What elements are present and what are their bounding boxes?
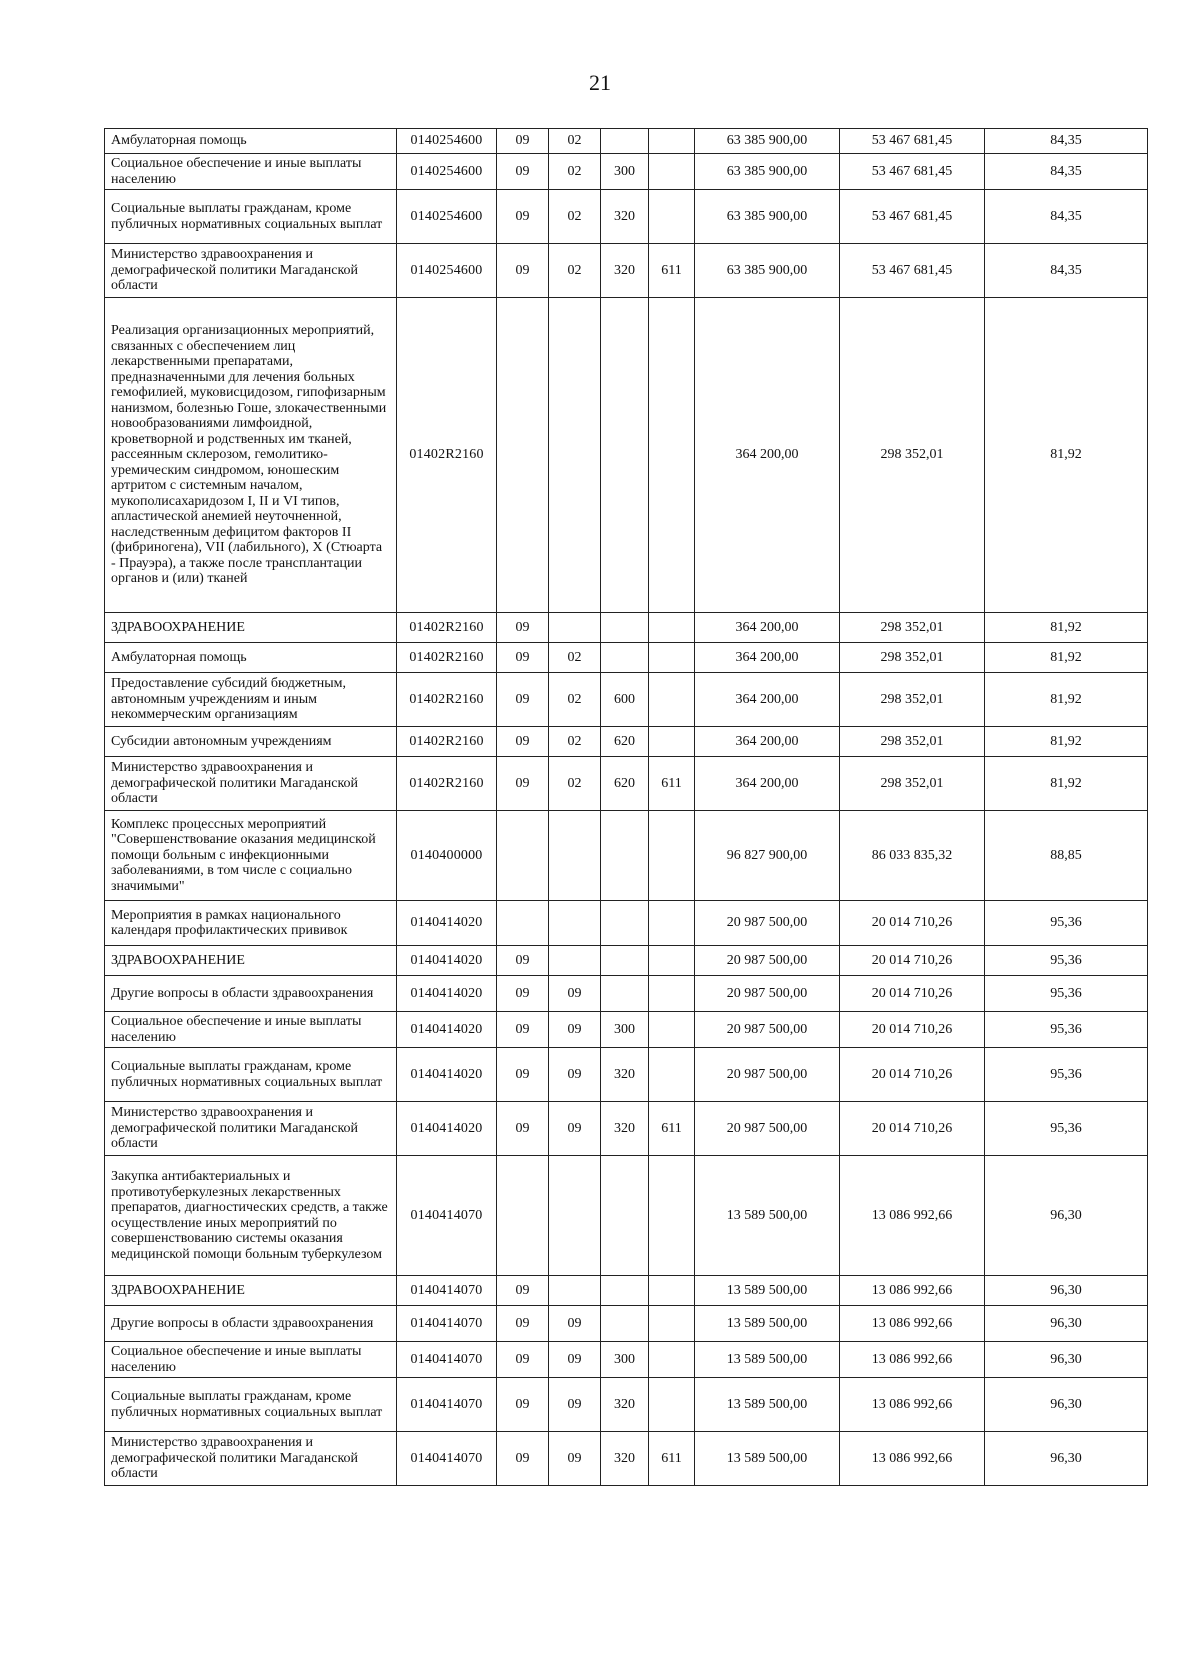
cell-subsection: 02 <box>549 673 601 727</box>
cell-name: Социальные выплаты гражданам, кроме публичных нормативных социальных выплат <box>105 190 397 244</box>
cell-planned: 20 987 500,00 <box>695 946 840 976</box>
cell-planned: 13 589 500,00 <box>695 1276 840 1306</box>
cell-planned: 13 589 500,00 <box>695 1342 840 1378</box>
cell-administrator <box>649 1306 695 1342</box>
cell-planned: 63 385 900,00 <box>695 190 840 244</box>
table-row <box>105 1012 1148 1048</box>
cell-planned: 364 200,00 <box>695 727 840 757</box>
cell-target-article: 0140414020 <box>397 1012 497 1048</box>
cell-target-article: 0140400000 <box>397 811 497 901</box>
cell-section <box>497 811 549 901</box>
cell-section <box>497 1156 549 1276</box>
cell-planned: 96 827 900,00 <box>695 811 840 901</box>
cell-actual: 20 014 710,26 <box>840 1102 985 1156</box>
cell-expense-type <box>601 298 649 613</box>
cell-administrator <box>649 129 695 154</box>
cell-administrator <box>649 613 695 643</box>
cell-name: ЗДРАВООХРАНЕНИЕ <box>105 946 397 976</box>
cell-name: Социальные выплаты гражданам, кроме публичных нормативных социальных выплат <box>105 1378 397 1432</box>
cell-planned: 63 385 900,00 <box>695 129 840 154</box>
cell-actual: 298 352,01 <box>840 613 985 643</box>
table-row <box>105 1102 1148 1156</box>
cell-subsection <box>549 946 601 976</box>
cell-percent: 84,35 <box>985 129 1148 154</box>
table-row <box>105 757 1148 811</box>
table-row <box>105 613 1148 643</box>
cell-target-article: 01402R2160 <box>397 643 497 673</box>
cell-section: 09 <box>497 673 549 727</box>
cell-target-article: 0140254600 <box>397 190 497 244</box>
cell-section: 09 <box>497 1102 549 1156</box>
cell-administrator <box>649 727 695 757</box>
cell-percent: 96,30 <box>985 1432 1148 1486</box>
cell-actual: 53 467 681,45 <box>840 244 985 298</box>
cell-section: 09 <box>497 976 549 1012</box>
cell-target-article: 0140414070 <box>397 1306 497 1342</box>
cell-percent: 96,30 <box>985 1342 1148 1378</box>
cell-administrator: 611 <box>649 1102 695 1156</box>
cell-percent: 81,92 <box>985 613 1148 643</box>
cell-planned: 20 987 500,00 <box>695 1012 840 1048</box>
cell-section: 09 <box>497 613 549 643</box>
cell-target-article: 01402R2160 <box>397 727 497 757</box>
table-row <box>105 811 1148 901</box>
cell-percent: 95,36 <box>985 946 1148 976</box>
cell-section: 09 <box>497 946 549 976</box>
cell-subsection: 09 <box>549 1012 601 1048</box>
cell-target-article: 01402R2160 <box>397 757 497 811</box>
cell-subsection: 09 <box>549 1378 601 1432</box>
cell-administrator <box>649 154 695 190</box>
cell-expense-type: 320 <box>601 244 649 298</box>
cell-planned: 13 589 500,00 <box>695 1378 840 1432</box>
cell-actual: 53 467 681,45 <box>840 190 985 244</box>
cell-section <box>497 901 549 946</box>
cell-subsection: 09 <box>549 976 601 1012</box>
cell-percent: 95,36 <box>985 1012 1148 1048</box>
cell-subsection: 02 <box>549 643 601 673</box>
cell-expense-type <box>601 901 649 946</box>
cell-expense-type: 300 <box>601 1012 649 1048</box>
cell-subsection: 09 <box>549 1342 601 1378</box>
cell-target-article: 0140414020 <box>397 1102 497 1156</box>
cell-administrator <box>649 190 695 244</box>
cell-expense-type: 300 <box>601 154 649 190</box>
table-row <box>105 1306 1148 1342</box>
cell-section: 09 <box>497 727 549 757</box>
cell-actual: 86 033 835,32 <box>840 811 985 901</box>
table-row <box>105 1156 1148 1276</box>
cell-planned: 63 385 900,00 <box>695 154 840 190</box>
cell-planned: 20 987 500,00 <box>695 1048 840 1102</box>
cell-planned: 20 987 500,00 <box>695 976 840 1012</box>
cell-name: Социальное обеспечение и иные выплаты населению <box>105 1012 397 1048</box>
cell-percent: 95,36 <box>985 901 1148 946</box>
cell-name: Мероприятия в рамках национального календаря профилактических прививок <box>105 901 397 946</box>
cell-administrator <box>649 1156 695 1276</box>
table-row <box>105 244 1148 298</box>
cell-name: ЗДРАВООХРАНЕНИЕ <box>105 1276 397 1306</box>
cell-name: Амбулаторная помощь <box>105 129 397 154</box>
cell-administrator <box>649 1276 695 1306</box>
cell-section: 09 <box>497 1012 549 1048</box>
cell-expense-type <box>601 1306 649 1342</box>
cell-planned: 13 589 500,00 <box>695 1432 840 1486</box>
cell-target-article: 0140254600 <box>397 154 497 190</box>
cell-percent: 84,35 <box>985 154 1148 190</box>
cell-section: 09 <box>497 1342 549 1378</box>
table-row <box>105 298 1148 613</box>
table-row <box>105 1432 1148 1486</box>
cell-subsection: 02 <box>549 154 601 190</box>
cell-administrator <box>649 976 695 1012</box>
cell-administrator: 611 <box>649 1432 695 1486</box>
cell-actual: 20 014 710,26 <box>840 1012 985 1048</box>
cell-actual: 13 086 992,66 <box>840 1306 985 1342</box>
table-row <box>105 1048 1148 1102</box>
cell-expense-type <box>601 129 649 154</box>
cell-expense-type <box>601 1276 649 1306</box>
cell-target-article: 01402R2160 <box>397 298 497 613</box>
cell-name: Социальное обеспечение и иные выплаты населению <box>105 154 397 190</box>
cell-subsection <box>549 811 601 901</box>
table-row <box>105 154 1148 190</box>
cell-actual: 298 352,01 <box>840 673 985 727</box>
cell-actual: 298 352,01 <box>840 643 985 673</box>
cell-administrator <box>649 946 695 976</box>
cell-name: Амбулаторная помощь <box>105 643 397 673</box>
cell-percent: 81,92 <box>985 298 1148 613</box>
cell-administrator <box>649 298 695 613</box>
cell-name: Социальные выплаты гражданам, кроме публичных нормативных социальных выплат <box>105 1048 397 1102</box>
cell-expense-type: 320 <box>601 190 649 244</box>
cell-section: 09 <box>497 1276 549 1306</box>
cell-subsection <box>549 901 601 946</box>
cell-planned: 13 589 500,00 <box>695 1156 840 1276</box>
cell-target-article: 0140414070 <box>397 1156 497 1276</box>
cell-administrator <box>649 1048 695 1102</box>
cell-name: Закупка антибактериальных и противотуберкулезных лекарственных препаратов, диагностических средств, а также осуществление иных мероприятий по совершенствованию системы оказания медицинской помощи больным туберкулезом <box>105 1156 397 1276</box>
cell-administrator <box>649 1378 695 1432</box>
cell-expense-type: 620 <box>601 727 649 757</box>
cell-subsection: 09 <box>549 1102 601 1156</box>
cell-section: 09 <box>497 1306 549 1342</box>
cell-actual: 13 086 992,66 <box>840 1378 985 1432</box>
cell-percent: 96,30 <box>985 1306 1148 1342</box>
cell-percent: 88,85 <box>985 811 1148 901</box>
table-row <box>105 190 1148 244</box>
cell-section: 09 <box>497 244 549 298</box>
table-body <box>105 129 1148 1486</box>
cell-subsection: 02 <box>549 757 601 811</box>
cell-actual: 20 014 710,26 <box>840 901 985 946</box>
cell-section: 09 <box>497 1378 549 1432</box>
cell-percent: 81,92 <box>985 727 1148 757</box>
cell-subsection: 02 <box>549 190 601 244</box>
cell-administrator: 611 <box>649 757 695 811</box>
cell-percent: 84,35 <box>985 244 1148 298</box>
cell-section: 09 <box>497 190 549 244</box>
cell-percent: 95,36 <box>985 1102 1148 1156</box>
cell-subsection <box>549 1156 601 1276</box>
cell-subsection: 09 <box>549 1048 601 1102</box>
cell-actual: 13 086 992,66 <box>840 1342 985 1378</box>
cell-subsection <box>549 1276 601 1306</box>
cell-percent: 96,30 <box>985 1156 1148 1276</box>
cell-percent: 84,35 <box>985 190 1148 244</box>
cell-percent: 96,30 <box>985 1276 1148 1306</box>
cell-subsection: 02 <box>549 244 601 298</box>
cell-expense-type <box>601 643 649 673</box>
cell-administrator <box>649 1012 695 1048</box>
cell-target-article: 0140414020 <box>397 901 497 946</box>
cell-name: ЗДРАВООХРАНЕНИЕ <box>105 613 397 643</box>
cell-planned: 20 987 500,00 <box>695 1102 840 1156</box>
cell-planned: 13 589 500,00 <box>695 1306 840 1342</box>
cell-target-article: 0140414020 <box>397 1048 497 1102</box>
table-row <box>105 1276 1148 1306</box>
page-number: 21 <box>589 70 611 95</box>
cell-expense-type: 300 <box>601 1342 649 1378</box>
table-row <box>105 946 1148 976</box>
cell-name: Комплекс процессных мероприятий "Совершенствование оказания медицинской помощи больным с инфекционными заболеваниями, в том числе с социально значимыми" <box>105 811 397 901</box>
cell-percent: 81,92 <box>985 757 1148 811</box>
cell-actual: 298 352,01 <box>840 757 985 811</box>
cell-subsection <box>549 613 601 643</box>
budget-table <box>104 128 1148 1486</box>
cell-section: 09 <box>497 129 549 154</box>
cell-name: Министерство здравоохранения и демографической политики Магаданской области <box>105 1432 397 1486</box>
cell-target-article: 0140414070 <box>397 1432 497 1486</box>
cell-section: 09 <box>497 757 549 811</box>
cell-name: Министерство здравоохранения и демографической политики Магаданской области <box>105 244 397 298</box>
cell-planned: 20 987 500,00 <box>695 901 840 946</box>
cell-expense-type <box>601 811 649 901</box>
cell-actual: 53 467 681,45 <box>840 154 985 190</box>
cell-name: Другие вопросы в области здравоохранения <box>105 1306 397 1342</box>
cell-section: 09 <box>497 1048 549 1102</box>
cell-subsection: 09 <box>549 1306 601 1342</box>
cell-administrator <box>649 673 695 727</box>
cell-subsection: 02 <box>549 727 601 757</box>
cell-expense-type <box>601 613 649 643</box>
cell-target-article: 0140414070 <box>397 1378 497 1432</box>
cell-name: Министерство здравоохранения и демографической политики Магаданской области <box>105 1102 397 1156</box>
cell-actual: 13 086 992,66 <box>840 1156 985 1276</box>
cell-section: 09 <box>497 154 549 190</box>
cell-expense-type: 320 <box>601 1432 649 1486</box>
cell-name: Министерство здравоохранения и демографической политики Магаданской области <box>105 757 397 811</box>
cell-administrator <box>649 1342 695 1378</box>
cell-expense-type <box>601 1156 649 1276</box>
cell-administrator <box>649 811 695 901</box>
cell-target-article: 0140254600 <box>397 129 497 154</box>
cell-section: 09 <box>497 643 549 673</box>
cell-planned: 364 200,00 <box>695 757 840 811</box>
table-row <box>105 1378 1148 1432</box>
cell-section: 09 <box>497 1432 549 1486</box>
cell-expense-type: 320 <box>601 1048 649 1102</box>
cell-target-article: 0140414070 <box>397 1342 497 1378</box>
table-row <box>105 727 1148 757</box>
table-row <box>105 976 1148 1012</box>
cell-percent: 95,36 <box>985 976 1148 1012</box>
cell-actual: 13 086 992,66 <box>840 1432 985 1486</box>
cell-expense-type: 320 <box>601 1102 649 1156</box>
table-row <box>105 643 1148 673</box>
cell-actual: 13 086 992,66 <box>840 1276 985 1306</box>
cell-expense-type: 320 <box>601 1378 649 1432</box>
cell-expense-type <box>601 976 649 1012</box>
cell-administrator <box>649 901 695 946</box>
cell-actual: 20 014 710,26 <box>840 976 985 1012</box>
cell-planned: 63 385 900,00 <box>695 244 840 298</box>
cell-planned: 364 200,00 <box>695 673 840 727</box>
cell-subsection <box>549 298 601 613</box>
cell-administrator <box>649 643 695 673</box>
cell-planned: 364 200,00 <box>695 613 840 643</box>
cell-target-article: 0140414020 <box>397 976 497 1012</box>
cell-actual: 20 014 710,26 <box>840 1048 985 1102</box>
cell-name: Социальное обеспечение и иные выплаты населению <box>105 1342 397 1378</box>
cell-target-article: 0140414020 <box>397 946 497 976</box>
cell-name: Другие вопросы в области здравоохранения <box>105 976 397 1012</box>
cell-actual: 298 352,01 <box>840 727 985 757</box>
cell-name: Реализация организационных мероприятий, связанных с обеспечением лиц лекарственными препаратами, предназначенными для лечения больных гемофилией, муковисцидозом, гипофизарным нанизмом, болезнью Гоше, злокачественными новообразованиями лимфоидной, кроветворной и родственных им тканей, рассеянным склерозом, гемолитико-уремическим синдромом, юношеским артритом с системным началом, мукополисахаридозом I, II и VI типов, апластической анемией неуточненной, наследственным дефицитом факторов II (фибриногена), VII (лабильного), X (Стюарта - Прауэра), а также после трансплантации органов и (или) тканей <box>105 298 397 613</box>
cell-actual: 298 352,01 <box>840 298 985 613</box>
cell-name: Субсидии автономным учреждениям <box>105 727 397 757</box>
cell-target-article: 01402R2160 <box>397 613 497 643</box>
cell-expense-type <box>601 946 649 976</box>
table-row <box>105 901 1148 946</box>
cell-target-article: 0140414070 <box>397 1276 497 1306</box>
cell-planned: 364 200,00 <box>695 643 840 673</box>
cell-subsection: 09 <box>549 1432 601 1486</box>
cell-percent: 81,92 <box>985 643 1148 673</box>
cell-percent: 96,30 <box>985 1378 1148 1432</box>
table-row <box>105 1342 1148 1378</box>
cell-actual: 53 467 681,45 <box>840 129 985 154</box>
cell-expense-type: 600 <box>601 673 649 727</box>
cell-subsection: 02 <box>549 129 601 154</box>
cell-planned: 364 200,00 <box>695 298 840 613</box>
cell-expense-type: 620 <box>601 757 649 811</box>
cell-target-article: 01402R2160 <box>397 673 497 727</box>
cell-administrator: 611 <box>649 244 695 298</box>
cell-actual: 20 014 710,26 <box>840 946 985 976</box>
cell-name: Предоставление субсидий бюджетным, автономным учреждениям и иным некоммерческим организациям <box>105 673 397 727</box>
cell-target-article: 0140254600 <box>397 244 497 298</box>
table-row <box>105 129 1148 154</box>
cell-percent: 95,36 <box>985 1048 1148 1102</box>
table-row <box>105 673 1148 727</box>
cell-percent: 81,92 <box>985 673 1148 727</box>
cell-section <box>497 298 549 613</box>
